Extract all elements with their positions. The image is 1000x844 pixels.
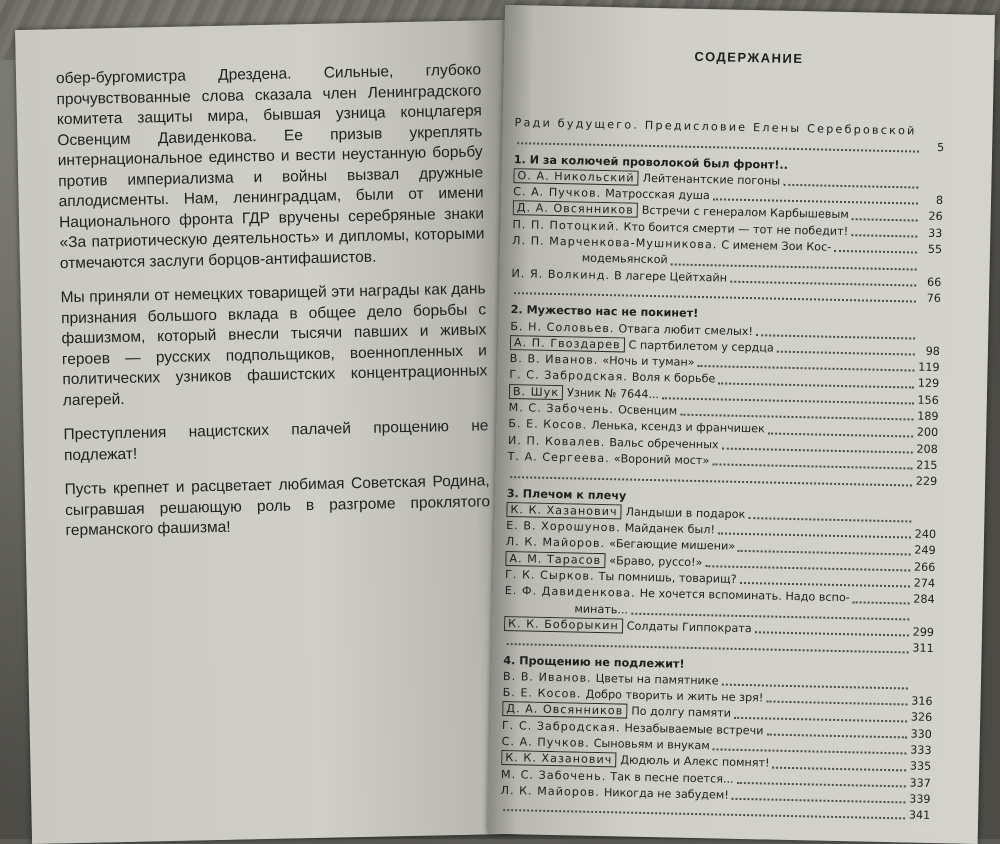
toc-page-number: 316	[910, 694, 932, 711]
toc-title: Незабываемые встречи	[624, 721, 763, 737]
toc-title: С партбилетом у сердца	[628, 338, 773, 354]
dot-leader	[772, 766, 906, 771]
toc-title: 4. Прощению не подлежит!	[503, 653, 685, 670]
toc-author: К. К. Боборыкин	[504, 616, 623, 633]
toc-page-number: 208	[916, 441, 938, 458]
toc-page-number: 335	[909, 759, 931, 776]
dot-leader	[712, 464, 912, 470]
dot-leader	[783, 184, 918, 189]
toc-author: И. Я. Волкинд.	[511, 267, 610, 282]
right-page	[488, 5, 995, 844]
toc-page-number: 274	[913, 576, 935, 593]
toc-page-number: 55	[920, 242, 942, 259]
dot-leader	[705, 565, 910, 571]
dot-leader	[756, 334, 915, 339]
toc-author: К. К. Хазанович	[501, 750, 616, 767]
dot-leader	[739, 582, 909, 588]
dot-leader	[851, 234, 917, 237]
dot-leader	[507, 643, 909, 653]
table-of-contents	[500, 115, 945, 824]
toc-page-number: 266	[913, 559, 935, 576]
toc-title: 1. И за колючей проволокой был фронт!..	[514, 153, 788, 172]
dot-leader	[738, 550, 911, 556]
toc-title: Никогда не забудем!	[604, 786, 729, 802]
toc-author: Е. В. Хорошунов.	[506, 519, 621, 534]
toc-title: модемьянской	[582, 252, 668, 267]
paragraph: Пусть крепнет и расцветает любимая Советская Родина, сыгравшая решающую роль в разгроме проклятого германского фашизма!	[64, 471, 490, 541]
toc-title: Узник № 7644...	[567, 386, 659, 401]
toc-author: Л. П. Марченкова-Мушникова.	[512, 234, 717, 251]
toc-author: О. А. Никольский	[513, 168, 638, 186]
toc-title: 2. Мужество нас не покинет!	[511, 303, 699, 320]
dot-leader	[748, 517, 911, 522]
toc-title: «Ночь и туман»	[602, 354, 695, 369]
toc-title: «Браво, руссо!»	[609, 554, 702, 569]
toc-title: Ты помнишь, товарищ?	[598, 570, 736, 586]
toc-title: минать...	[574, 602, 628, 616]
dot-leader	[514, 292, 916, 302]
toc-title: Сыновьям и внукам	[594, 737, 710, 752]
dot-leader	[853, 601, 910, 604]
toc-page-number: 33	[920, 225, 942, 242]
toc-author: Д. А. Овсянников	[502, 701, 627, 719]
dot-leader	[766, 733, 906, 738]
contents-title: СОДЕРЖАНИЕ	[504, 45, 994, 70]
toc-page-number: 98	[918, 343, 940, 360]
toc-title: Освенцим	[618, 403, 677, 417]
paragraph: Мы приняли от немецких товарищей эти награды как дань признания большого вклада в общее дело борьбы с фашизмом, который внесли тысячи павших и живых героев — русских подпольщиков, военнопленных и политических узников фашистских концентрационных лагерей.	[60, 279, 487, 411]
toc-page-number: 240	[914, 527, 936, 544]
toc-author: Д. А. Овсянников	[513, 201, 638, 219]
toc-title: С именем Зои Кос-	[721, 239, 831, 254]
toc-title: Воля к борьбе	[632, 371, 716, 386]
toc-author: П. П. Потоцкий.	[512, 218, 619, 233]
toc-author: Г. К. Сырков.	[505, 568, 595, 583]
toc-page-number: 5	[922, 140, 944, 157]
dot-leader	[721, 684, 907, 690]
toc-title: Ленька, ксендз и франчишек	[591, 419, 765, 436]
dot-leader	[713, 199, 918, 205]
toc-page-number: 299	[912, 624, 934, 641]
toc-author: С. А. Пучков.	[513, 185, 601, 200]
toc-page-number: 129	[917, 376, 939, 393]
toc-author: Л. К. Майоров.	[500, 784, 600, 799]
toc-title: Майданек был!	[625, 522, 716, 537]
toc-author: Г. С. Забродская.	[502, 719, 621, 734]
toc-author: А. М. Тарасов	[505, 551, 605, 568]
toc-page-number: 189	[916, 409, 938, 426]
paragraph: Преступления нацистских палачей прощению не подлежат!	[63, 416, 489, 466]
toc-page-number: 8	[921, 193, 943, 210]
dot-leader	[768, 432, 913, 437]
toc-title: Цветы на памятнике	[596, 672, 719, 688]
toc-author: В. В. Иванов.	[510, 352, 599, 367]
toc-author: М. С. Забочень.	[501, 768, 607, 783]
toc-title: Лейтенантские погоны	[642, 172, 780, 188]
toc-page-number: 341	[908, 808, 930, 825]
toc-page-number: 284	[913, 592, 935, 609]
toc-page-number: 66	[919, 274, 941, 291]
toc-page-number: 76	[919, 291, 941, 308]
dot-leader	[732, 798, 906, 804]
toc-title: Ландыши в подарок	[625, 505, 745, 521]
dot-leader	[517, 142, 919, 152]
dot-leader	[503, 809, 905, 819]
paragraph: обер-бургомистра Дрездена. Сильные, глубоко прочувствованные слова сказала член Ленинградского комитета защиты мира, бывшая узница концлагеря Освенцим Давиденкова. Ее призыв укреплять интернациональное единство и вести неустанную борьбу против империализма и войны вызвал дружные аплодисменты. Нам, ленинградцам, были от имени Национального фронта ГДР вручены серебряные знаки «За патриотическую деятельность» и дипломы, которыми отмечаются заслуги борцов-антифашистов.	[56, 60, 485, 274]
toc-title: 3. Плечом к плечу	[507, 487, 627, 502]
toc-page-number: 229	[915, 474, 937, 491]
dot-leader	[510, 476, 912, 486]
toc-page-number: 311	[911, 641, 933, 658]
toc-author: Л. К. Майоров.	[506, 535, 606, 550]
toc-author: С. А. Пучков.	[501, 735, 589, 750]
toc-page-number: 215	[915, 458, 937, 475]
dot-leader	[755, 631, 909, 636]
dot-leader	[730, 281, 916, 287]
toc-author: Г. С. Забродская.	[509, 368, 628, 383]
toc-author: А. П. Гвоздарев	[510, 335, 625, 352]
toc-title: В лагере Цейтхайн	[614, 269, 727, 284]
dot-leader	[722, 447, 913, 453]
toc-title: Не хочется вспоминать. Надо вспо-	[640, 587, 850, 604]
toc-title: «Вороний мост»	[614, 452, 710, 467]
toc-title: Ради будущего. Предисловие Елены Серебровской	[514, 116, 916, 137]
toc-title: По долгу памяти	[631, 705, 731, 720]
toc-author: В. В. Иванов.	[503, 670, 592, 685]
toc-title: Встречи с генералом Карбышевым	[642, 204, 849, 221]
toc-page-number: 333	[909, 742, 931, 759]
toc-author: В. Шук	[509, 384, 563, 400]
dot-leader	[737, 782, 906, 788]
left-page-text	[56, 60, 491, 555]
toc-entry-text	[582, 251, 668, 269]
toc-page-number: 119	[917, 360, 939, 377]
toc-author: И. П. Ковалев.	[508, 434, 606, 449]
left-page	[15, 20, 522, 844]
dot-leader	[852, 218, 918, 221]
toc-title: Вальс обреченных	[609, 436, 719, 451]
toc-page-number: 200	[916, 425, 938, 442]
toc-page-number: 249	[914, 543, 936, 560]
toc-title: «Бегающие мишени»	[609, 538, 735, 554]
toc-title: Отвага любит смелых!	[618, 322, 753, 338]
toc-page-number: 330	[910, 726, 932, 743]
dot-leader	[713, 749, 907, 755]
toc-title: Солдаты Гиппократа	[627, 619, 752, 635]
dot-leader	[718, 533, 911, 539]
toc-author: К. К. Хазанович	[506, 502, 621, 519]
toc-title: Кто боится смерти — тот не победит!	[623, 220, 848, 238]
toc-title: Добро творить и жить не зря!	[585, 688, 763, 705]
toc-title: Дюдюль и Алекс помнят!	[620, 754, 769, 770]
dot-leader	[834, 250, 917, 254]
toc-author: Б. Е. Косов.	[503, 686, 582, 701]
dot-leader	[697, 365, 914, 372]
toc-title: Матросская душа	[605, 187, 710, 202]
toc-author: Е. Ф. Давиденкова.	[505, 584, 636, 600]
toc-author: Т. А. Сергеева.	[507, 450, 609, 465]
dot-leader	[766, 701, 907, 706]
toc-page-number: 337	[909, 775, 931, 792]
dot-leader	[734, 717, 907, 723]
dot-leader	[777, 351, 915, 356]
watermark: www.ay.by	[915, 825, 958, 836]
toc-author: М. С. Забочень.	[508, 401, 614, 416]
toc-author: Б. Е. Косов.	[508, 417, 587, 432]
toc-page-number: 339	[908, 791, 930, 808]
toc-author: Б. Н. Соловьев.	[510, 320, 614, 335]
toc-title: Так в песне поется...	[610, 770, 734, 786]
dot-leader	[718, 382, 914, 388]
toc-page-number: 156	[917, 392, 939, 409]
toc-page-number: 326	[910, 710, 932, 727]
toc-page-number: 26	[921, 209, 943, 226]
toc-entry-text	[574, 601, 628, 618]
